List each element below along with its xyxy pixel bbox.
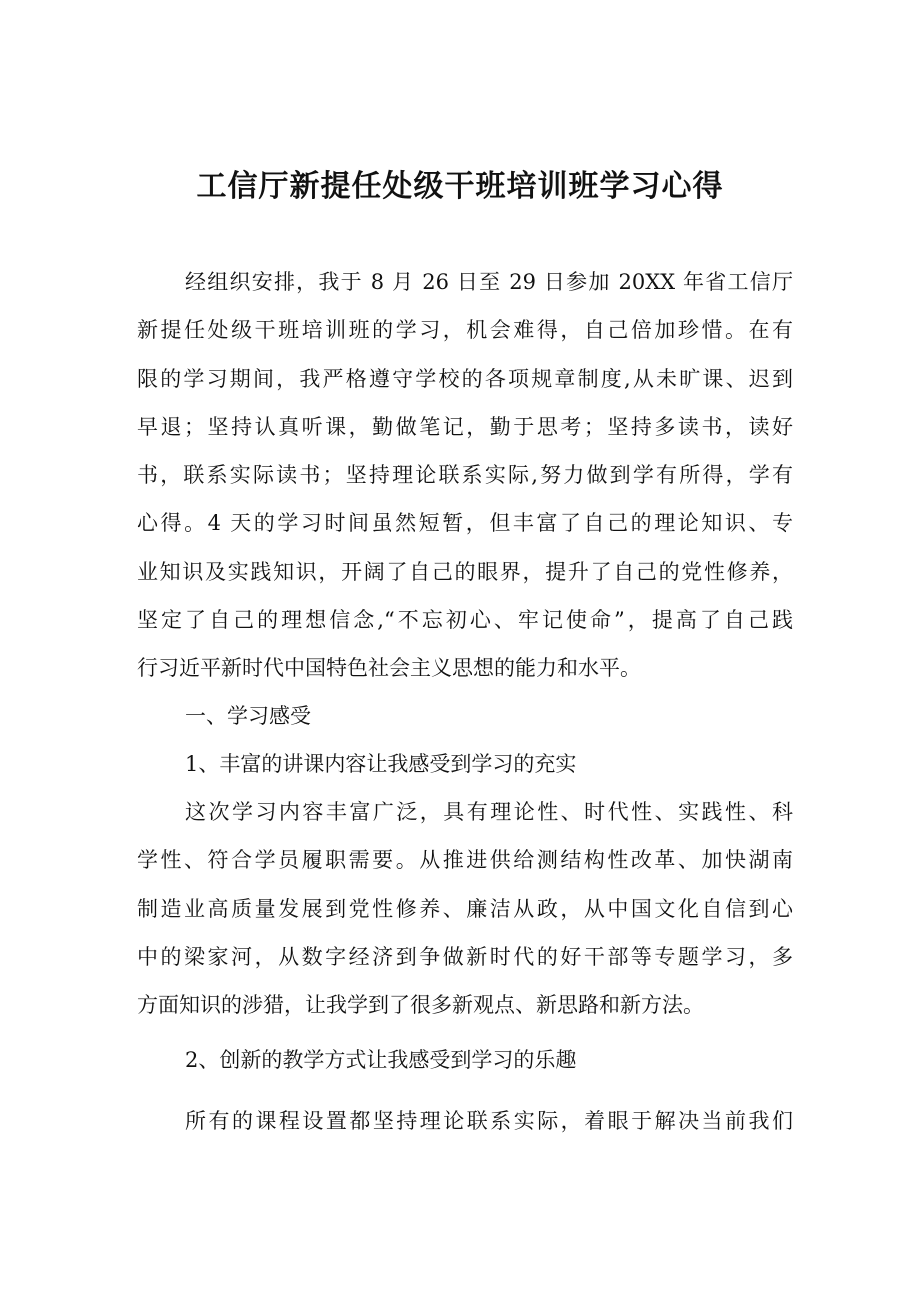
paragraph-line: 行习近平新时代中国特色社会主义思想的能力和水平。: [137, 656, 641, 681]
paragraph-intro: [137, 258, 793, 693]
paragraph-line: 方面知识的涉猎，让我学到了很多新观点、新思路和新方法。: [137, 993, 704, 1018]
paragraph-line: 限的学习期间，我严格遵守学校的各项规章制度,从未旷课、迟到: [137, 366, 793, 391]
document-title: 工信厅新提任处级干班培训班学习心得: [196, 169, 724, 204]
paragraph-line: 坚定了自己的理想信念,“不忘初心、牢记使命”，提高了自己践: [137, 608, 793, 633]
paragraph-line: 所有的课程设置都坚持理论联系实际，着眼于解决当前我们: [185, 1109, 793, 1133]
paragraph-teaching: [137, 1097, 793, 1145]
paragraph-line: 早退；坚持认真听课，勤做笔记，勤于思考；坚持多读书，读好: [137, 414, 793, 439]
paragraph-line: 这次学习内容丰富广泛，具有理论性、时代性、实践性、科: [185, 800, 793, 824]
subsection-heading-1: 1、丰富的讲课内容让我感受到学习的充实: [185, 752, 577, 776]
paragraph-line: 制造业高质量发展到党性修养、廉洁从政，从中国文化自信到心: [137, 896, 793, 921]
paragraph-line: 新提任处级干班培训班的学习，机会难得，自己倍加珍惜。在有: [137, 318, 793, 343]
paragraph-line: 中的梁家河，从数字经济到争做新时代的好干部等专题学习，多: [137, 944, 793, 969]
paragraph-line: 经组织安排，我于 8 月 26 日至 29 日参加 20XX 年省工信厅: [185, 270, 793, 294]
paragraph-line: 心得。4 天的学习时间虽然短暂，但丰富了自己的理论知识、专: [137, 511, 793, 536]
subsection-heading-2: 2、创新的教学方式让我感受到学习的乐趣: [185, 1048, 577, 1072]
section-heading-learning-feelings: 一、学习感受: [185, 704, 311, 728]
paragraph-line: 学性、符合学员履职需要。从推进供给测结构性改革、加快湖南: [137, 848, 793, 873]
paragraph-line: 业知识及实践知识，开阔了自己的眼界，提升了自己的党性修养，: [137, 559, 793, 584]
paragraph-line: 书，联系实际读书；坚持理论联系实际,努力做到学有所得，学有: [137, 463, 793, 488]
paragraph-content: [137, 788, 793, 1029]
